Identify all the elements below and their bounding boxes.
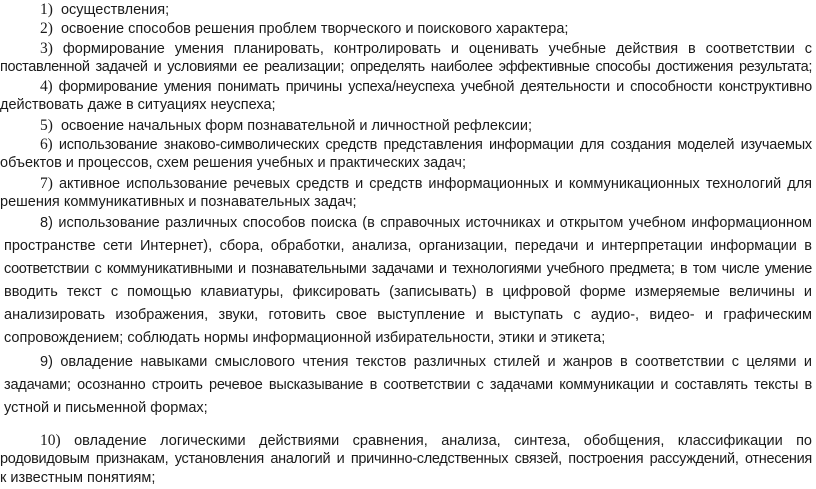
item-text: формирование умения понимать причины успеха/неуспеха учебной деятельности и способности конструктивно	[58, 79, 812, 95]
item-text: овладение логическими действиями сравнения, анализа, синтеза, обобщения, классификации по	[74, 433, 812, 449]
item-number: 7)	[40, 175, 53, 192]
item-text: овладение навыками смыслового чтения текстов различных стилей и жанров в соответствии с целями и	[60, 354, 812, 370]
item-text: решения коммуникативных и познавательных задач;	[0, 194, 357, 210]
list-item-7	[0, 174, 812, 212]
item-text: устной и письменной формах;	[4, 400, 208, 416]
item-text: анализировать изображения, звуки, готовить свое выступление и выступать с аудио-, видео- и графическим	[4, 307, 812, 323]
item-text: к известным понятиям;	[0, 470, 156, 486]
item-text: пространстве сети Интернет), сбора, обработки, анализа, организации, передачи и интерпретации информации в	[4, 238, 812, 254]
item-number: 3)	[40, 40, 53, 57]
item-number: 8)	[40, 215, 53, 231]
item-text: осуществления;	[60, 2, 170, 18]
item-text: соответствии с коммуникативными и познавательными задачами и технологиями учебного предмета; в том числе умение	[4, 261, 812, 277]
item-number: 5)	[40, 117, 53, 134]
item-text: поставленной задачей и условиями ее реализации; определять наиболее эффективные способы достижения результата;	[0, 59, 812, 75]
item-number: 10)	[40, 432, 61, 449]
item-text: освоение начальных форм познавательной и личностной рефлексии;	[60, 118, 532, 134]
list-item-2	[40, 19, 810, 38]
item-text: задачами; осознанно строить речевое высказывание в соответствии с задачами коммуникации и составлять тексты в	[4, 377, 812, 393]
list-item-10	[0, 431, 812, 488]
list-item-5	[40, 116, 810, 135]
item-text: формирование умения планировать, контролировать и оценивать учебные действия в соответствии с	[62, 41, 812, 57]
item-number: 4)	[40, 78, 53, 95]
list-item-4	[0, 77, 812, 115]
item-text: объектов и процессов, схем решения учебных и практических задач;	[0, 155, 466, 171]
list-item-6	[0, 135, 812, 173]
list-item-8	[0, 212, 812, 350]
item-text: вводить текст с помощью клавиатуры, фиксировать (записывать) в цифровой форме измеряемые величины и	[4, 284, 812, 300]
item-text: сопровождением; соблюдать нормы информационной избирательности, этики и этикета;	[4, 330, 606, 346]
item-text: родовидовым признакам, установления аналогий и причинно-следственных связей, построения рассуждений, отнесения	[0, 451, 812, 467]
list-item-9	[0, 351, 812, 420]
item-text: освоение способов решения проблем творческого и поискового характера;	[60, 21, 569, 37]
list-item-3	[0, 39, 812, 77]
item-number: 6)	[40, 136, 53, 153]
item-number: 2)	[40, 20, 53, 37]
item-number: 1)	[40, 1, 53, 18]
item-text: активное использование речевых средств и средств информационных и коммуникационных технологий для	[58, 176, 812, 192]
item-number: 9)	[40, 354, 53, 370]
item-text: использование знаково-символических средств представления информации для создания моделей изучаемых	[58, 137, 812, 153]
item-text: действовать даже в ситуациях неуспеха;	[0, 97, 276, 113]
list-item-1	[40, 0, 810, 19]
item-text: использование различных способов поиска (в справочных источниках и открытом учебном информационном	[58, 215, 812, 231]
